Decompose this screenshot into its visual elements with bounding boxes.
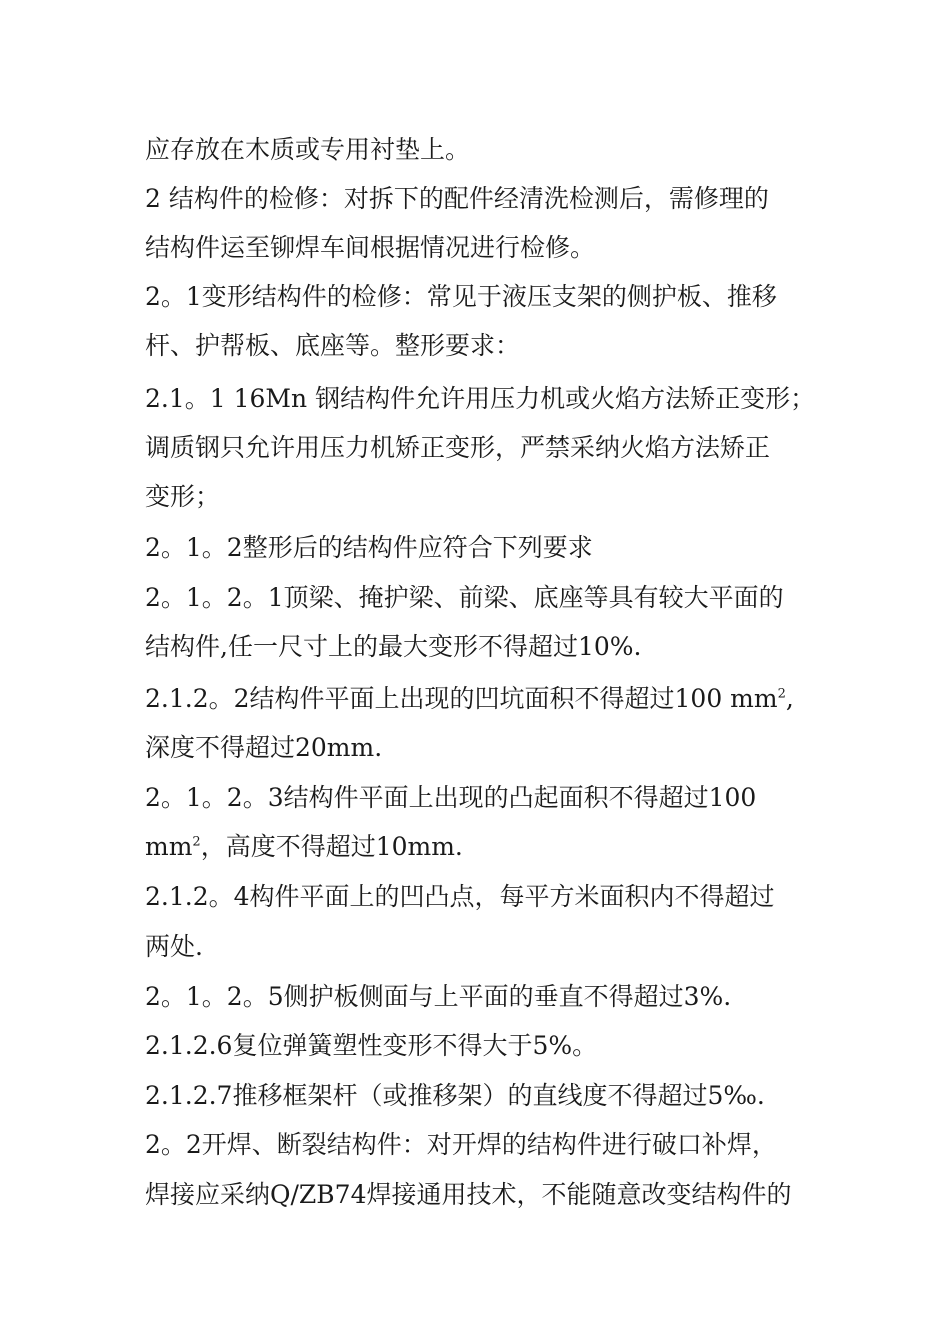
superscript: 2 [777, 686, 786, 702]
text-line: 结构件,任一尺寸上的最大变形不得超过10%. [145, 632, 642, 661]
text-line: 变形； [145, 482, 221, 511]
text-line: 调质钢只允许用压力机矫正变形，严禁采纳火焰方法矫正 [145, 433, 771, 462]
text-line: 2.1.2。4构件平面上的凹凸点，每平方米面积内不得超过 [145, 882, 775, 911]
text-line: 2.1。1 16Mn 钢结构件允许用压力机或火焰方法矫正变形； [145, 384, 815, 413]
superscript: 2 [192, 834, 201, 850]
text-line: 深度不得超过20mm. [145, 733, 383, 762]
text-line: 应存放在木质或专用衬垫上。 [145, 135, 471, 164]
text-line: 2.1.2.7推移框架杆（或推移架）的直线度不得超过5‰. [145, 1081, 765, 1110]
text-line: 2。1。2。5侧护板侧面与上平面的垂直不得超过3%. [145, 982, 732, 1011]
text-line: 两处. [145, 932, 203, 961]
text-line: 2.1.2.6复位弹簧塑性变形不得大于5%。 [145, 1031, 598, 1060]
text-line: 2。1。2。1顶梁、掩护梁、前梁、底座等具有较大平面的 [145, 583, 784, 612]
text-line: 2。1。2。3结构件平面上出现的凸起面积不得超过100 [145, 783, 757, 812]
text-line: $mm^2$，高度不得超过10mm. [145, 832, 463, 861]
text-line: 结构件运至铆焊车间根据情况进行检修。 [145, 233, 596, 262]
text-line: 2 结构件的检修：对拆下的配件经清洗检测后，需修理的 [145, 184, 769, 213]
text-line: 2。1。2整形后的结构件应符合下列要求 [145, 533, 593, 562]
text-line: 杆、护帮板、底座等。整形要求： [145, 331, 521, 360]
text-line: 2。2开焊、断裂结构件：对开焊的结构件进行破口补焊， [145, 1130, 777, 1159]
text-line: 2.1.2。2结构件平面上出现的凹坑面积不得超过100 $mm^2$, [145, 684, 794, 713]
text-line: 焊接应采纳Q/ZB74焊接通用技术，不能随意改变结构件的 [145, 1180, 792, 1209]
text-line: 2。1变形结构件的检修：常见于液压支架的侧护板、推移 [145, 282, 777, 311]
